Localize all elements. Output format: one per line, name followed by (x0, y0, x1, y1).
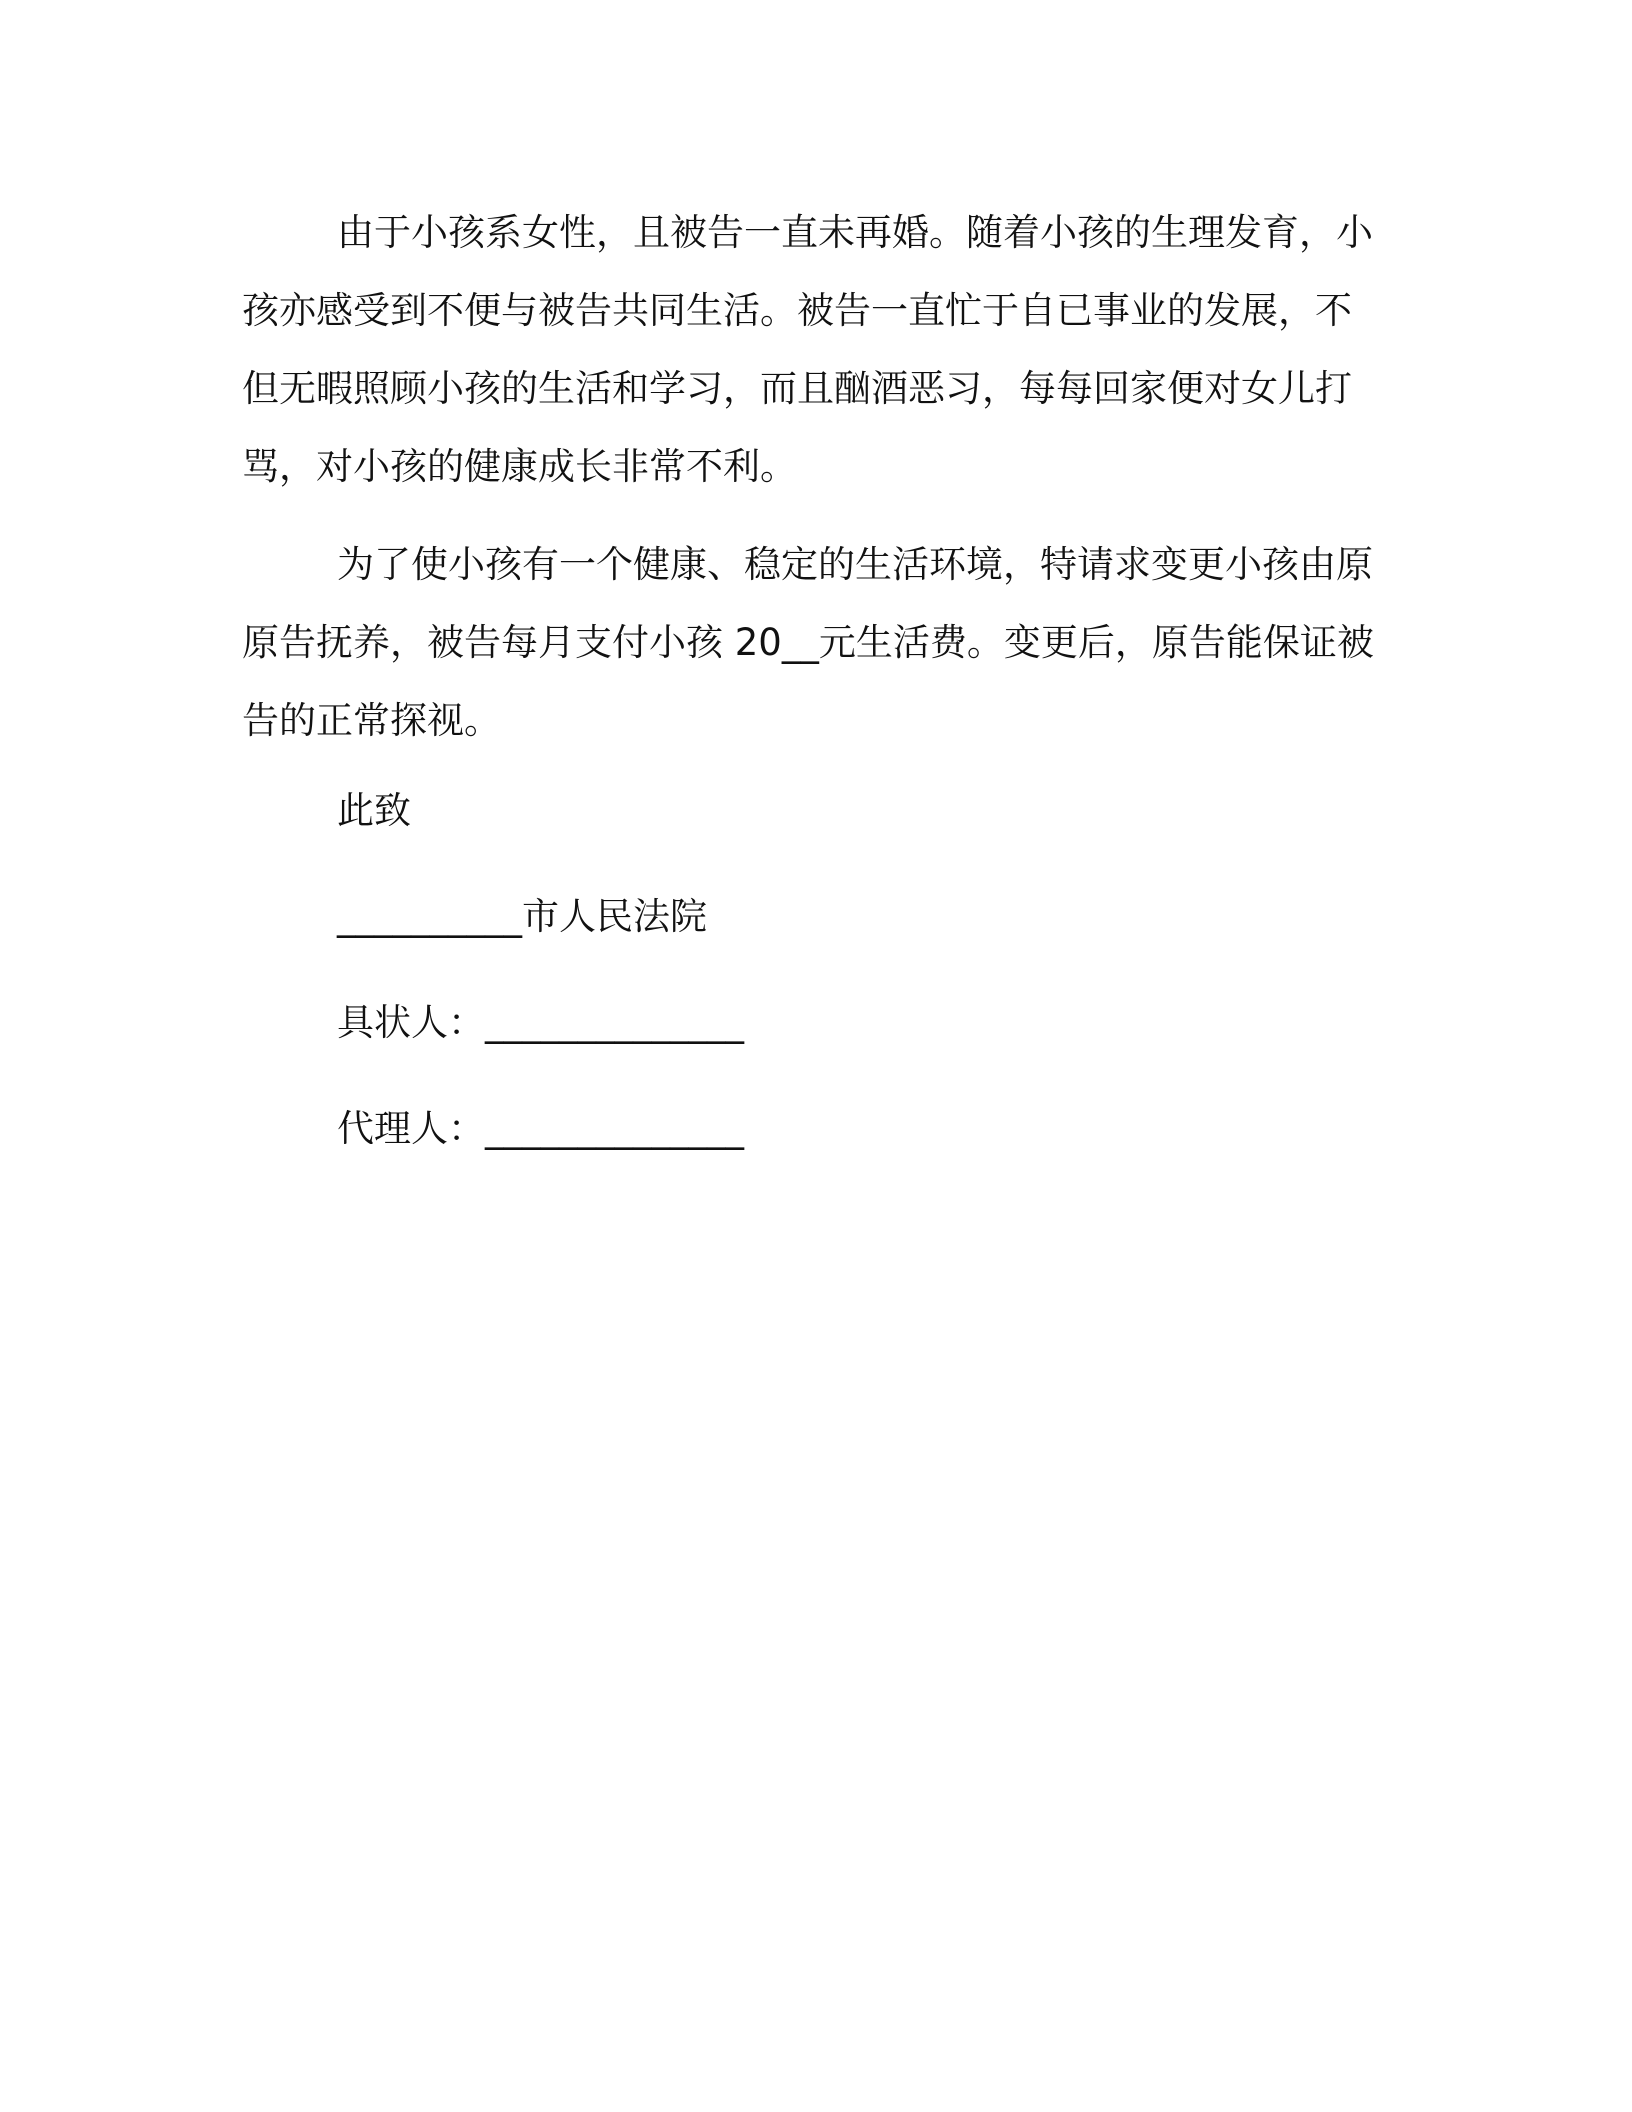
agent-signature-line: 代理人：______________ (337, 1107, 744, 1150)
salutation: 此致 (337, 789, 411, 832)
paragraph-custody-request: 为了使小孩有一个健康、稳定的生活环境，特请求变更小孩由原原告抚养，被告每月支付小孩 20__元生活费。变更后，原告能保证被告的正常探视。 (242, 543, 1374, 742)
court-name-line: __________市人民法院 (337, 895, 707, 938)
paragraph-custody-reason: 由于小孩系女性，且被告一直未再婚。随着小孩的生理发育，小孩亦感受到不便与被告共同生活。被告一直忙于自已事业的发展，不但无暇照顾小孩的生活和学习，而且酗酒恶习，每每回家便对女儿打骂，对小孩的健康成长非常不利。 (242, 211, 1373, 488)
petitioner-signature-line: 具状人：______________ (337, 1001, 744, 1044)
document-body (242, 194, 1382, 760)
document-closing (242, 772, 1382, 1196)
